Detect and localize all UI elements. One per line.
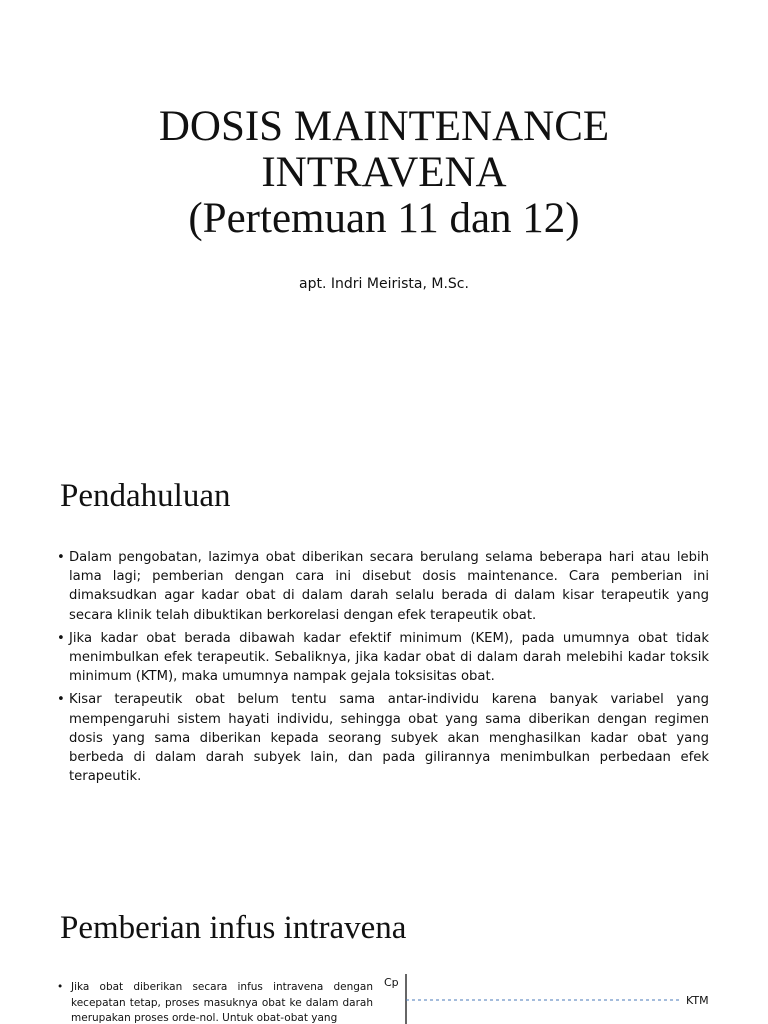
y-axis-label: Cp — [384, 976, 399, 989]
bullet-item — [57, 629, 709, 687]
bullet-text: Jika obat diberikan secara infus intravena dengan kecepatan tetap, proses masuknya obat ke dalam darah merupakan proses orde-nol. Untuk obat-obat yang — [71, 981, 373, 1024]
introduction-slide — [0, 432, 768, 862]
title-slide — [0, 0, 768, 432]
ktm-line-label: KTM — [686, 994, 709, 1007]
bullet-icon: • — [57, 630, 65, 646]
bullet-item — [57, 690, 709, 786]
presentation-title — [0, 104, 768, 242]
bullet-text: Dalam pengobatan, lazimya obat diberikan secara berulang selama beberapa hari atau lebih lama lagi; pemberian dengan cara ini disebut dosis maintenance. Cara pemberian ini dimaksudkan agar kadar obat di dalam darah selalu berada di dalam kisar terapeutik yang secara klinik telah dibuktikan berkorelasi dengan efek terapeutik obat. — [69, 550, 709, 623]
bullet-text: Jika kadar obat berada dibawah kadar efektif minimum (KEM), pada umumnya obat tidak menimbulkan efek terapeutik. Sebaliknya, jika kadar obat di dalam darah melebihi kadar toksik minimum (KTM), maka umumnya nampak gejala toksisitas obat. — [69, 630, 709, 685]
author-name: apt. Indri Meirista, M.Sc. — [299, 276, 469, 292]
bullet-icon: • — [57, 981, 64, 993]
bullet-list — [57, 980, 373, 1024]
infusion-slide — [0, 862, 768, 1024]
title-line: INTRAVENA — [261, 149, 507, 196]
title-line: (Pertemuan 11 dan 12) — [188, 195, 580, 242]
bullet-item — [57, 548, 709, 625]
title-line: DOSIS MAINTENANCE — [158, 103, 610, 150]
bullet-item — [57, 980, 373, 1024]
concentration-graph — [380, 974, 760, 1024]
slide-title: Pendahuluan — [60, 478, 231, 514]
bullet-text: Kisar terapeutik obat belum tentu sama antar-individu karena banyak variabel yang mempengaruhi sistem hayati individu, sehingga obat yang sama diberikan dengan regimen dosis yang sama diberikan kepada seorang subyek akan menghasilkan kadar obat yang berbeda di dalam darah subyek lain, dan pada gilirannya menimbulkan perbedaan efek terapeutik. — [69, 692, 709, 785]
slide-title: Pemberian infus intravena — [60, 910, 407, 946]
bullet-icon: • — [57, 692, 65, 708]
bullet-list — [57, 548, 709, 790]
bullet-icon: • — [57, 550, 65, 565]
